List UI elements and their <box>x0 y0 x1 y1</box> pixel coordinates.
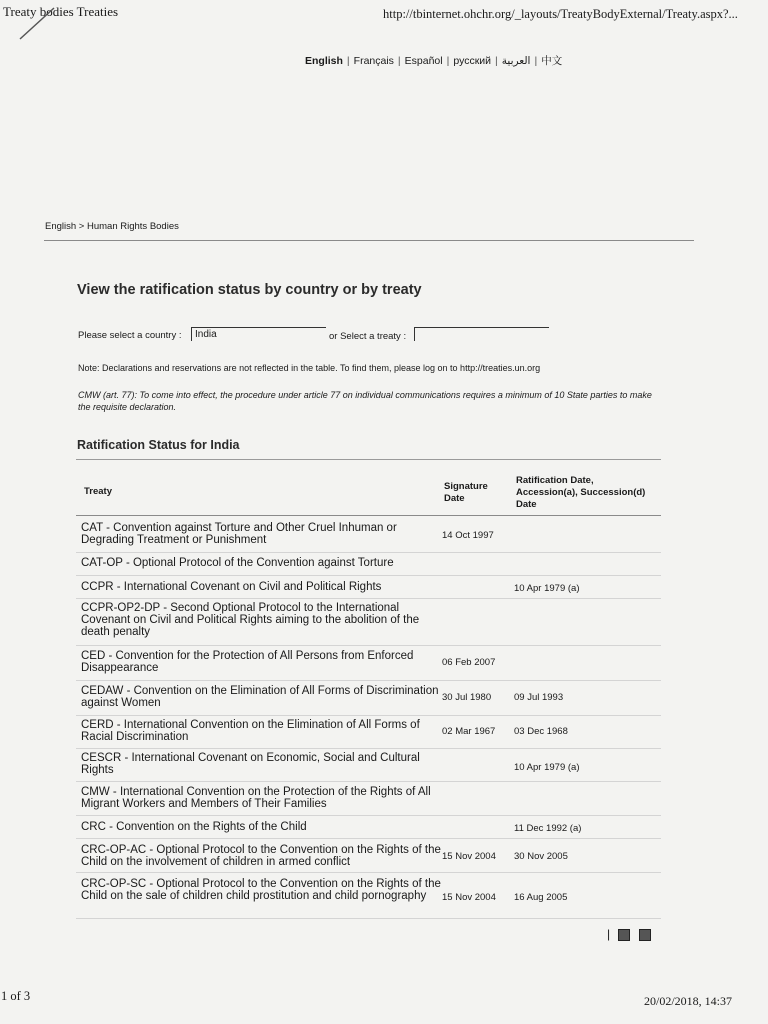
print-footer-datetime: 20/02/2018, 14:37 <box>644 994 733 1008</box>
signature-date: 30 Jul 1980 <box>442 692 492 703</box>
treaty-name[interactable]: CAT-OP - Optional Protocol of the Convention against Torture <box>81 557 394 569</box>
treaty-name[interactable]: CRC - Convention on the Rights of the Child <box>81 821 307 833</box>
pen-stroke-mark <box>18 2 58 42</box>
treaty-name[interactable]: CAT - Convention against Torture and Other Cruel Inhuman or Degrading Treatment or Punishment <box>81 522 397 546</box>
signature-date: 02 Mar 1967 <box>442 726 496 737</box>
table-row <box>76 749 661 782</box>
signature-date: 14 Oct 1997 <box>442 530 494 541</box>
print-footer-page: 1 of 3 <box>1 989 31 1003</box>
language-link-spanish[interactable]: Español <box>404 55 443 67</box>
ratification-date: 10 Apr 1979 (a) <box>514 762 580 773</box>
treaty-select[interactable] <box>414 327 549 341</box>
print-header-url: http://tbinternet.ohchr.org/_layouts/TreatyBodyExternal/Treaty.aspx?... <box>383 7 738 21</box>
table-row <box>76 873 661 919</box>
language-bar: English | Français | Español | русский | العربية | 中文 <box>305 55 563 67</box>
ratification-date: 16 Aug 2005 <box>514 892 568 903</box>
language-link-russian[interactable]: русский <box>453 55 492 67</box>
table-row <box>76 553 661 576</box>
ratification-date: 03 Dec 1968 <box>514 726 568 737</box>
signature-date: 15 Nov 2004 <box>442 892 496 903</box>
treaty-name[interactable]: CCPR - International Covenant on Civil and Political Rights <box>81 581 382 593</box>
column-header-ratification-date: Ratification Date, Accession(a), Succession(d) Date <box>516 475 646 510</box>
table-row <box>76 576 661 599</box>
ratification-date: 11 Dec 1992 (a) <box>514 823 582 834</box>
treaty-name[interactable]: CERD - International Convention on the Elimination of All Forms of Racial Discrimination <box>81 719 420 743</box>
table-row <box>76 646 661 681</box>
table-row <box>76 782 661 816</box>
pager-separator: | <box>607 927 611 941</box>
next-page-icon[interactable] <box>639 929 651 941</box>
table-header-divider <box>76 515 661 516</box>
language-link-chinese[interactable]: 中文 <box>541 55 563 67</box>
breadcrumb[interactable]: English > Human Rights Bodies <box>45 221 179 232</box>
country-select-label: Please select a country : <box>78 330 182 341</box>
pager <box>607 927 651 941</box>
table-row <box>76 599 661 646</box>
language-link-french[interactable]: Français <box>353 55 394 67</box>
section-divider <box>76 459 661 460</box>
treaty-name[interactable]: CCPR-OP2-DP - Second Optional Protocol to the International Covenant on Civil and Political Rights aiming to the abolition of the death penalty <box>81 602 420 638</box>
column-header-treaty: Treaty <box>84 486 112 497</box>
table-row <box>76 839 661 873</box>
treaty-name[interactable]: CESCR - International Covenant on Economic, Social and Cultural Rights <box>81 752 420 776</box>
column-header-signature-date: Signature Date <box>444 481 488 504</box>
table-row <box>76 681 661 716</box>
treaty-select-label: or Select a treaty : <box>329 331 407 342</box>
section-title: Ratification Status for India <box>77 438 240 452</box>
print-header-title: Treaty bodies Treaties <box>3 4 119 19</box>
country-select[interactable]: India <box>191 327 326 341</box>
ratification-date: 09 Jul 1993 <box>514 692 564 703</box>
language-link-english[interactable]: English <box>305 55 343 67</box>
treaty-name[interactable]: CEDAW - Convention on the Elimination of All Forms of Discrimination against Women <box>81 685 439 709</box>
table-row <box>76 816 661 839</box>
breadcrumb-divider <box>44 240 694 241</box>
treaty-name[interactable]: CED - Convention for the Protection of All Persons from Enforced Disappearance <box>81 650 414 674</box>
treaty-name[interactable]: CRC-OP-SC - Optional Protocol to the Convention on the Rights of the Child on the sale of children child prostitution and child pornography <box>81 878 441 902</box>
treaty-name[interactable]: CMW - International Convention on the Protection of the Rights of All Migrant Workers and Members of Their Families <box>81 786 431 810</box>
signature-date: 06 Feb 2007 <box>442 657 496 668</box>
language-link-arabic[interactable]: العربية <box>501 55 531 67</box>
table-row <box>76 517 661 553</box>
previous-page-icon[interactable] <box>618 929 630 941</box>
declarations-note: Note: Declarations and reservations are not reflected in the table. To find them, please log on to http://treaties.un.org <box>78 363 541 373</box>
treaty-name[interactable]: CRC-OP-AC - Optional Protocol to the Convention on the Rights of the Child on the involvement of children in armed conflict <box>81 844 441 868</box>
page-title: View the ratification status by country or by treaty <box>77 282 422 298</box>
ratification-date: 30 Nov 2005 <box>514 851 568 862</box>
signature-date: 15 Nov 2004 <box>442 851 496 862</box>
ratification-date: 10 Apr 1979 (a) <box>514 583 580 594</box>
cmw-note: CMW (art. 77): To come into effect, the procedure under article 77 on individual communications requires a minimum of 10 State parties to make the requisite declaration. <box>78 390 652 412</box>
table-row <box>76 716 661 749</box>
